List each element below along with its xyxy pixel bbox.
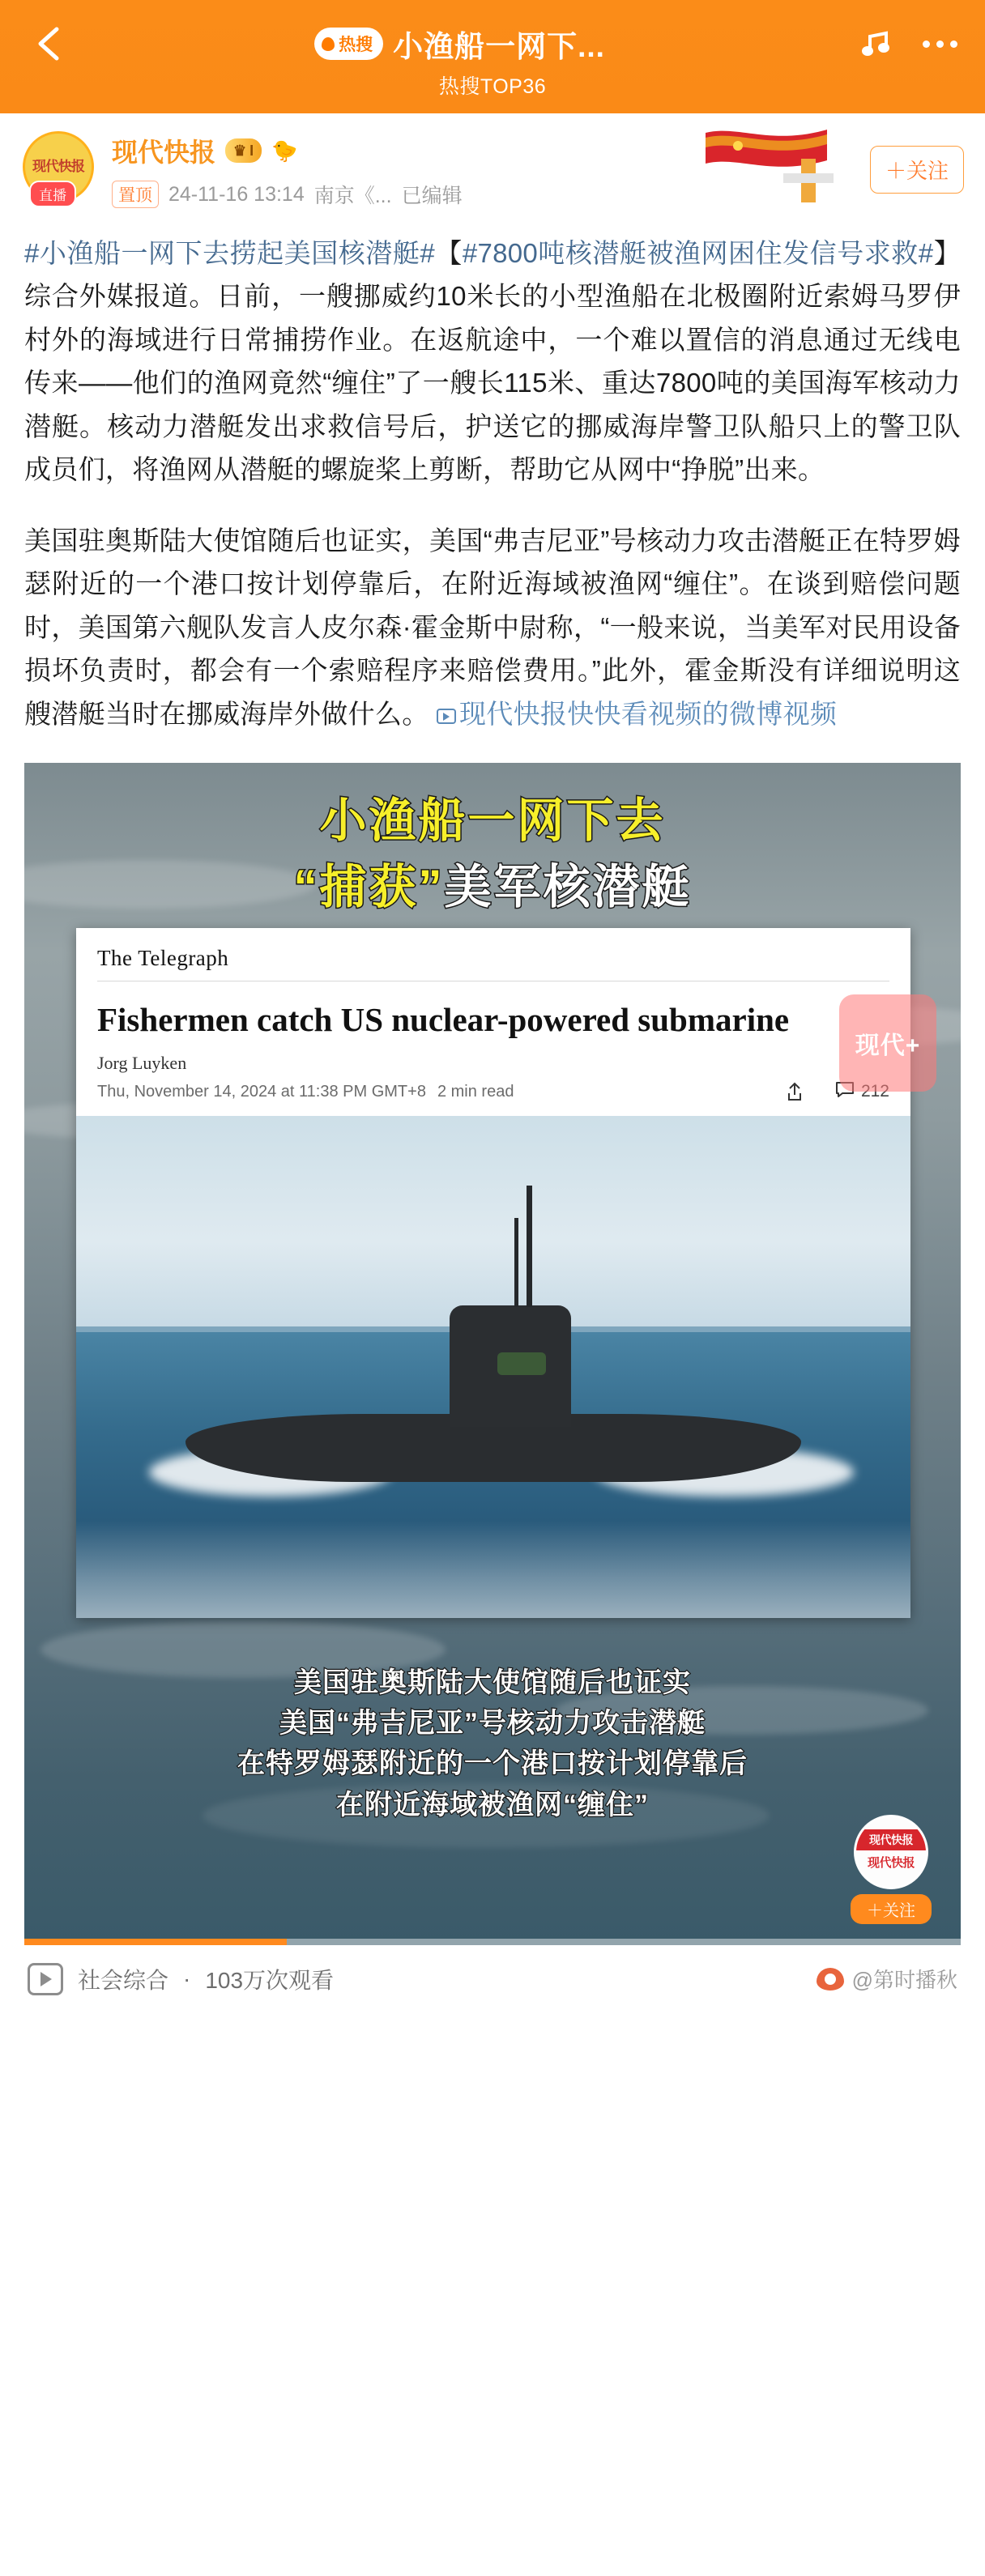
video-link-icon [437,709,456,724]
page-title: 小渔船一网下... [393,30,605,63]
video-title-line1: 小渔船一网下去 [319,794,666,847]
level-badge [225,138,262,163]
hot-search-badge [314,28,383,60]
video-title-line2 [24,857,961,918]
level-badge-label: I [249,142,254,159]
video-card[interactable] [24,763,961,1945]
telegraph-photo [76,1116,910,1618]
publisher-bar [0,113,985,217]
watermark: 现代+ [839,994,936,1092]
submarine-mast [527,1186,532,1307]
article-paragraph-2-text: 美国驻奥斯陆大使馆随后也证实，美国“弗吉尼亚”号核动力攻击潜艇正在特罗姆瑟附近的一个港口按计划停靠后，在附近海域被渔网“缠住”。在谈到赔偿问题时，美国第六舰队发言人皮尔森·霍金斯中尉称，“一般来说，当美军对民用设备损坏负责时，都会有一个索赔程序来赔偿费用。”此外，霍金斯没有详细说明这艘潜艇当时在挪威海岸外做什么。 [24,525,961,729]
article-body [0,217,985,735]
topic-link-1[interactable]: #小渔船一网下去捞起美国核潜艇# [24,238,436,268]
telegraph-byline: Jorg Luyken [97,1053,187,1073]
header-actions [843,25,957,62]
video-title-quote: “捕获” [293,861,445,914]
app-header [0,0,985,113]
video-title-rest: 美军核潜艇 [444,861,692,914]
crown-icon: ♛ [233,143,247,159]
footer-separator: · [183,1965,191,1991]
video-publisher-follow[interactable] [842,1815,940,1924]
weibo-credit-label: @第时播秋 [851,1968,957,1993]
video-player[interactable] [24,763,961,1945]
video-caption-overlay [24,1663,961,1825]
share-icon[interactable] [787,1082,803,1101]
edited-label: 已编辑 [401,185,463,207]
telegraph-date: Thu, November 14, 2024 at 11:38 PM GMT+8 [97,1082,426,1101]
pinned-tag: 置顶 [112,181,159,208]
video-follow-button[interactable]: ＋关注 [851,1894,932,1924]
video-view-count: 103万次观看 [205,1967,335,1993]
submarine-mast-secondary [514,1218,518,1307]
video-caption-line-1: 美国驻奥斯陆大使馆随后也证实 [294,1667,691,1698]
bracket-close: 】 [933,238,961,268]
article-paragraph-1 [24,232,961,492]
bracket-open: 【 [435,238,463,268]
video-caption-line-4: 在附近海域被渔网“缠住” [336,1789,649,1820]
follow-button[interactable] [870,146,964,194]
flame-icon [322,37,335,51]
weibo-video-link[interactable]: 现代快报快快看视频的微博视频 [458,698,838,729]
telegraph-article-card [76,928,910,1618]
article-paragraph-2 [24,519,961,735]
video-progress-bar[interactable] [24,1939,961,1945]
video-category: 社会综合 [78,1967,169,1993]
header-top-row [0,14,985,74]
avatar-wrap[interactable] [23,131,97,202]
telegraph-brand: The Telegraph [97,945,229,970]
hot-badge-label: 热搜 [339,36,373,54]
telegraph-meta-row [76,1074,910,1116]
telegraph-headline: Fishermen catch US nuclear-powered submarine [97,1000,790,1038]
video-title-overlay [24,792,961,918]
video-icon [28,1963,63,1995]
video-caption-line-3: 在特罗姆瑟附近的一个港口按计划停靠后 [237,1748,748,1780]
video-publisher-logo [854,1815,928,1889]
weibo-eye-icon [817,1968,844,1991]
video-footer [0,1945,985,2003]
back-arrow-icon[interactable] [28,19,76,68]
header-title-group [76,22,843,66]
telegraph-read-time: 2 min read [437,1082,514,1101]
publisher-name[interactable]: 现代快报 [112,138,216,167]
video-caption-line-2: 美国“弗吉尼亚”号核动力攻击潜艇 [279,1708,706,1739]
post-location: 南京《... [313,185,392,207]
avatar-label: 现代快报 [32,159,84,175]
article-paragraph-1-text: 综合外媒报道。日前，一艘挪威约10米长的小型渔船在北极圈附近索姆马罗伊村外的海域进行日常捕捞作业。在返航途中，一个难以置信的消息通过无线电传来——他们的渔网竟然“缠住”了一艘长115米、重达7800吨的美国海军核动力潜艇。核动力潜艇发出求救信号后，护送它的挪威海岸警卫队船只上的警卫队成员们，将渔网从潜艇的螺旋桨上剪断，帮助它从网中“挣脱”出来。 [24,281,961,485]
live-badge: 直播 [29,181,76,207]
topic-link-2[interactable]: #7800吨核潜艇被渔网困住发信号求救# [462,238,934,268]
video-progress-fill [24,1939,287,1945]
weibo-credit[interactable] [817,1964,957,1994]
flag-decoration-icon [706,125,843,206]
follow-button-label: ＋关注 [885,159,949,183]
video-logo-bottom-label: 现代快报 [867,1856,915,1871]
video-logo-top-label: 现代快报 [856,1829,926,1850]
telegraph-header [76,928,910,981]
bird-emoji-icon: 🐤 [271,138,298,163]
more-dots-icon[interactable] [923,40,957,48]
submarine-crew [497,1352,546,1375]
post-timestamp: 24-11-16 13:14 [168,182,305,206]
hot-rank-subtitle: 热搜TOP36 [438,75,547,98]
headphones-icon[interactable] [859,25,895,62]
